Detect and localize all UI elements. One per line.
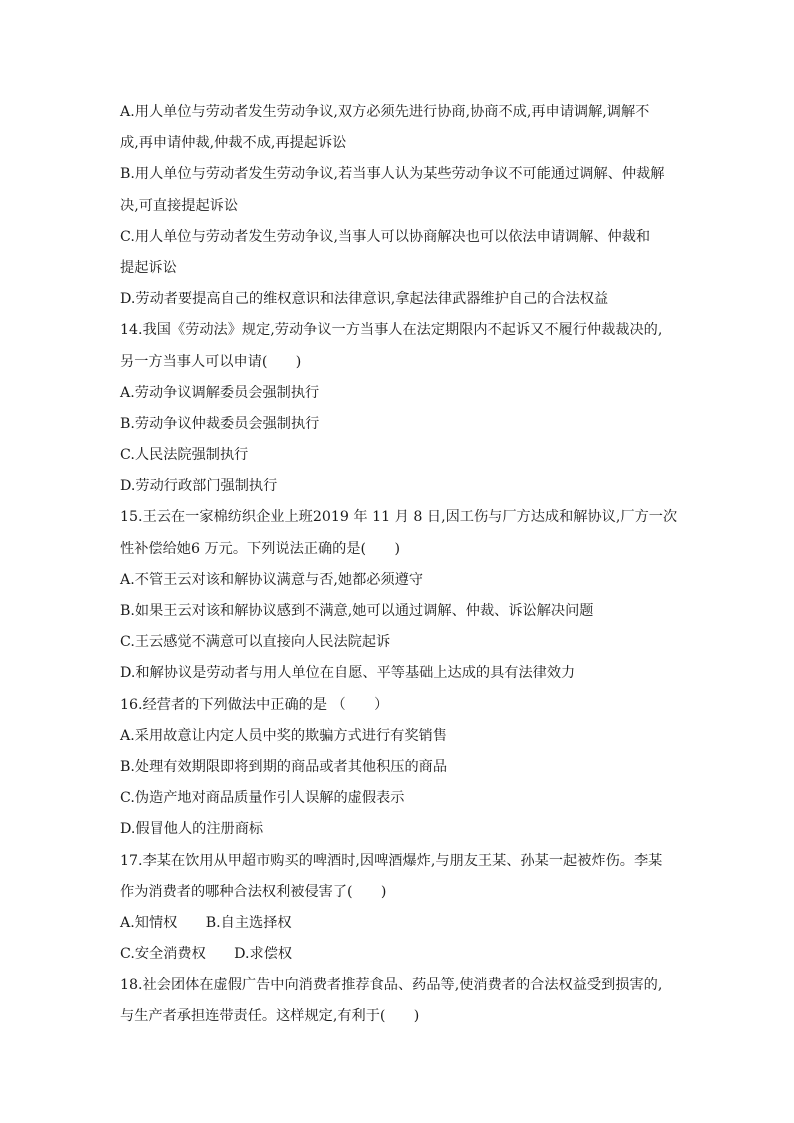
question-15-stem: 15.王云在一家棉纺织企业上班2019 年 11 月 8 日,因工伤与厂方达成和解协议,厂方一次: [120, 509, 678, 526]
question-16-option-d: D.假冒他人的注册商标: [120, 821, 264, 838]
text-line: C.用人单位与劳动者发生劳动争议,当事人可以协商解决也可以依法申请调解、仲裁和: [120, 228, 651, 245]
question-14-option-c: C.人民法院强制执行: [120, 447, 249, 464]
question-16-option-b: B.处理有效期限即将到期的商品或者其他积压的商品: [120, 758, 448, 775]
question-14-stem: 另一方当事人可以申请( ): [120, 353, 302, 370]
question-15-option-d: D.和解协议是劳动者与用人单位在自愿、平等基础上达成的具有法律效力: [120, 665, 576, 682]
text-line: B.用人单位与劳动者发生劳动争议,若当事人认为某些劳动争议不可能通过调解、仲裁解: [120, 166, 665, 183]
question-14-option-d: D.劳动行政部门强制执行: [120, 478, 278, 495]
question-17-stem: 作为消费者的哪种合法权利被侵害了( ): [120, 883, 387, 900]
text-line: 决,可直接提起诉讼: [120, 197, 239, 214]
question-14-option-b: B.劳动争议仲裁委员会强制执行: [120, 415, 320, 432]
question-16-stem: 16.经营者的下列做法中正确的是 （ ）: [120, 696, 389, 713]
question-14-stem: 14.我国《劳动法》规定,劳动争议一方当事人在法定期限内不起诉又不履行仲裁裁决的,: [120, 322, 663, 339]
document-page: [120, 99, 680, 1035]
question-15-option-a: A.不管王云对该和解协议满意与否,她都必须遵守: [120, 571, 424, 588]
question-15-option-c: C.王云感觉不满意可以直接向人民法院起诉: [120, 634, 391, 651]
question-18-stem: 18.社会团体在虚假广告中向消费者推荐食品、药品等,使消费者的合法权益受到损害的,: [120, 977, 663, 994]
question-16-option-c: C.伪造产地对商品质量作引人误解的虚假表示: [120, 790, 405, 807]
question-14-option-a: A.劳动争议调解委员会强制执行: [120, 384, 320, 401]
question-16-option-a: A.采用故意让内定人员中奖的欺骗方式进行有奖销售: [120, 727, 447, 744]
question-17-options-ab: A.知情权 B.自主选择权: [120, 914, 292, 931]
question-17-options-cd: C.安全消费权 D.求偿权: [120, 946, 293, 963]
question-17-stem: 17.李某在饮用从甲超市购买的啤酒时,因啤酒爆炸,与朋友王某、孙某一起被炸伤。李某: [120, 852, 663, 869]
question-18-stem: 与生产者承担连带责任。这样规定,有利于( ): [120, 1008, 420, 1025]
question-15-stem: 性补偿给她6 万元。下列说法正确的是( ): [120, 540, 400, 557]
text-line: 提起诉讼: [120, 259, 177, 276]
text-line: D.劳动者要提高自己的维权意识和法律意识,拿起法律武器维护自己的合法权益: [120, 291, 609, 308]
text-line: 成,再申请仲裁,仲裁不成,再提起诉讼: [120, 135, 347, 152]
question-15-option-b: B.如果王云对该和解协议感到不满意,她可以通过调解、仲裁、诉讼解决问题: [120, 603, 594, 619]
text-line: A.用人单位与劳动者发生劳动争议,双方必须先进行协商,协商不成,再申请调解,调解不: [120, 104, 650, 120]
